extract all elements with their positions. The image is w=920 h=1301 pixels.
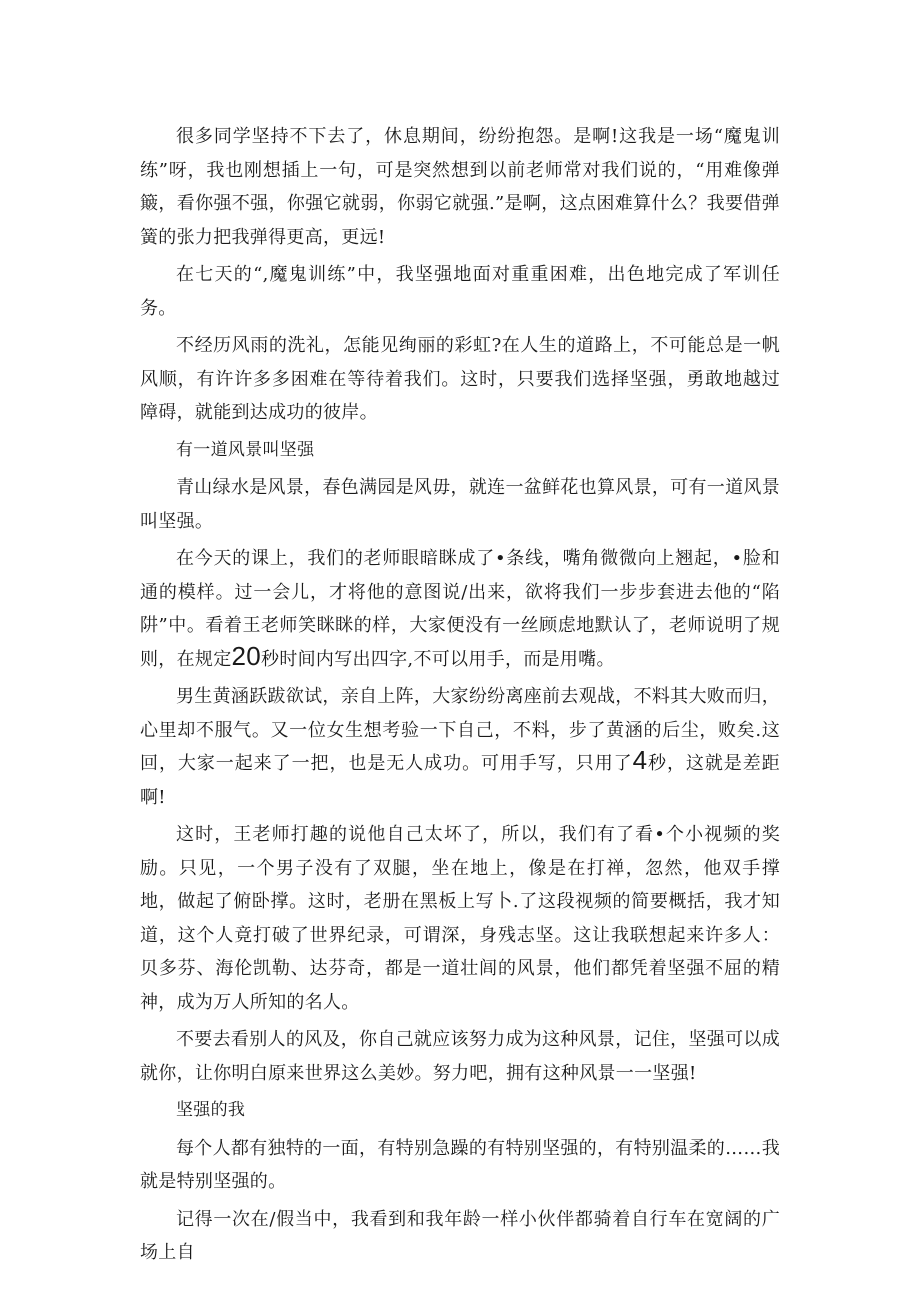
paragraph xyxy=(140,680,780,814)
paragraph: 在七天的“,魔鬼训练”中，我坚强地面对重重困难，出色地完成了军训任务。 xyxy=(140,264,780,319)
document-body xyxy=(140,120,780,1274)
section-heading: 坚强的我 xyxy=(176,1100,246,1120)
paragraph xyxy=(140,542,780,676)
large-number: 20 xyxy=(231,640,262,671)
paragraph: 不经历风雨的洗礼，怎能见绚丽的彩虹?在人生的道路上，不可能总是一帆风顺，有许许多多困难在等待着我们。这时，只要我们选择坚强，勇敢地越过障碍，就能到达成功的彼岸。 xyxy=(140,335,780,423)
section-heading: 有一道风景叫坚强 xyxy=(176,439,315,460)
paragraph-text: 男生黄涵跃跋欲试，亲自上阵，大家纷纷离座前去观战，不料其大败而归，心里却不服气。又一位女生想考验一下自己，不料，步了黄涵的后尘，败矣.这回，大家一起来了一把，也是无人成功。可用手写，只用了 xyxy=(140,686,780,774)
paragraph-text: 在今天的课上，我们的老师眼暗眯成了•条线，嘴角微微向上翘起，•脸和通的模样。过一会儿，才将他的意图说/出来，欲将我们一步步套进去他的“陷阱”中。看着王老师笑眯眯的样，大家便没有一丝顾虑地默认了，老师说明了规则，在规定 xyxy=(140,548,780,670)
paragraph-text: 秒，这就是差距啊! xyxy=(140,753,780,808)
paragraph-text: 秒时间内写出四字,不可以用手，而是用嘴。 xyxy=(261,648,615,670)
paragraph: 青山绿水是风景，春色满园是风毋，就连一盆鲜花也算风景，可有一道风景叫坚强。 xyxy=(140,477,780,532)
paragraph: 很多同学坚持不下去了，休息期间，纷纷抱怨。是啊!这我是一场“魔鬼训练”呀，我也刚想插上一句，可是突然想到以前老师常对我们说的，“用难像弹簸，看你强不强，你强它就弱，你弱它就强.”是啊，这点困难算什么？我要借弹簧的张力把我弹得更高，更远! xyxy=(140,126,780,248)
paragraph: 这时，王老师打趣的说他自己太坏了，所以，我们有了看•个小视频的奖励。只见，一个男子没有了双腿，坐在地上，像是在打禅，忽然，他双手撑地，做起了俯卧撑。这时，老册在黑板上写卜.了这段视频的简要概括，我才知道，这个人竟打破了世界纪录，可谓深，身残志坚。这让我联想起来许多人：贝多芬、海伦凯勒、达芬奇，都是一道壮闾的风景，他们都凭着坚强不屈的精神，成为万人所知的名人。 xyxy=(140,824,780,1013)
paragraph: 记得一次在/假当中，我看到和我年龄一样小伙伴都骑着自行车在宽阔的广场上自 xyxy=(140,1208,780,1263)
paragraph: 每个人都有独特的一面，有特别急躁的有特别坚强的，有特别温柔的……我就是特别坚强的。 xyxy=(140,1137,780,1192)
large-number: 4 xyxy=(632,745,648,775)
paragraph: 不要去看别人的风及，你自己就应该努力成为这种风景，记住，坚强可以成就你，让你明白原来世界这么美妙。努力吧，拥有这种风景一一坚强! xyxy=(140,1029,780,1084)
